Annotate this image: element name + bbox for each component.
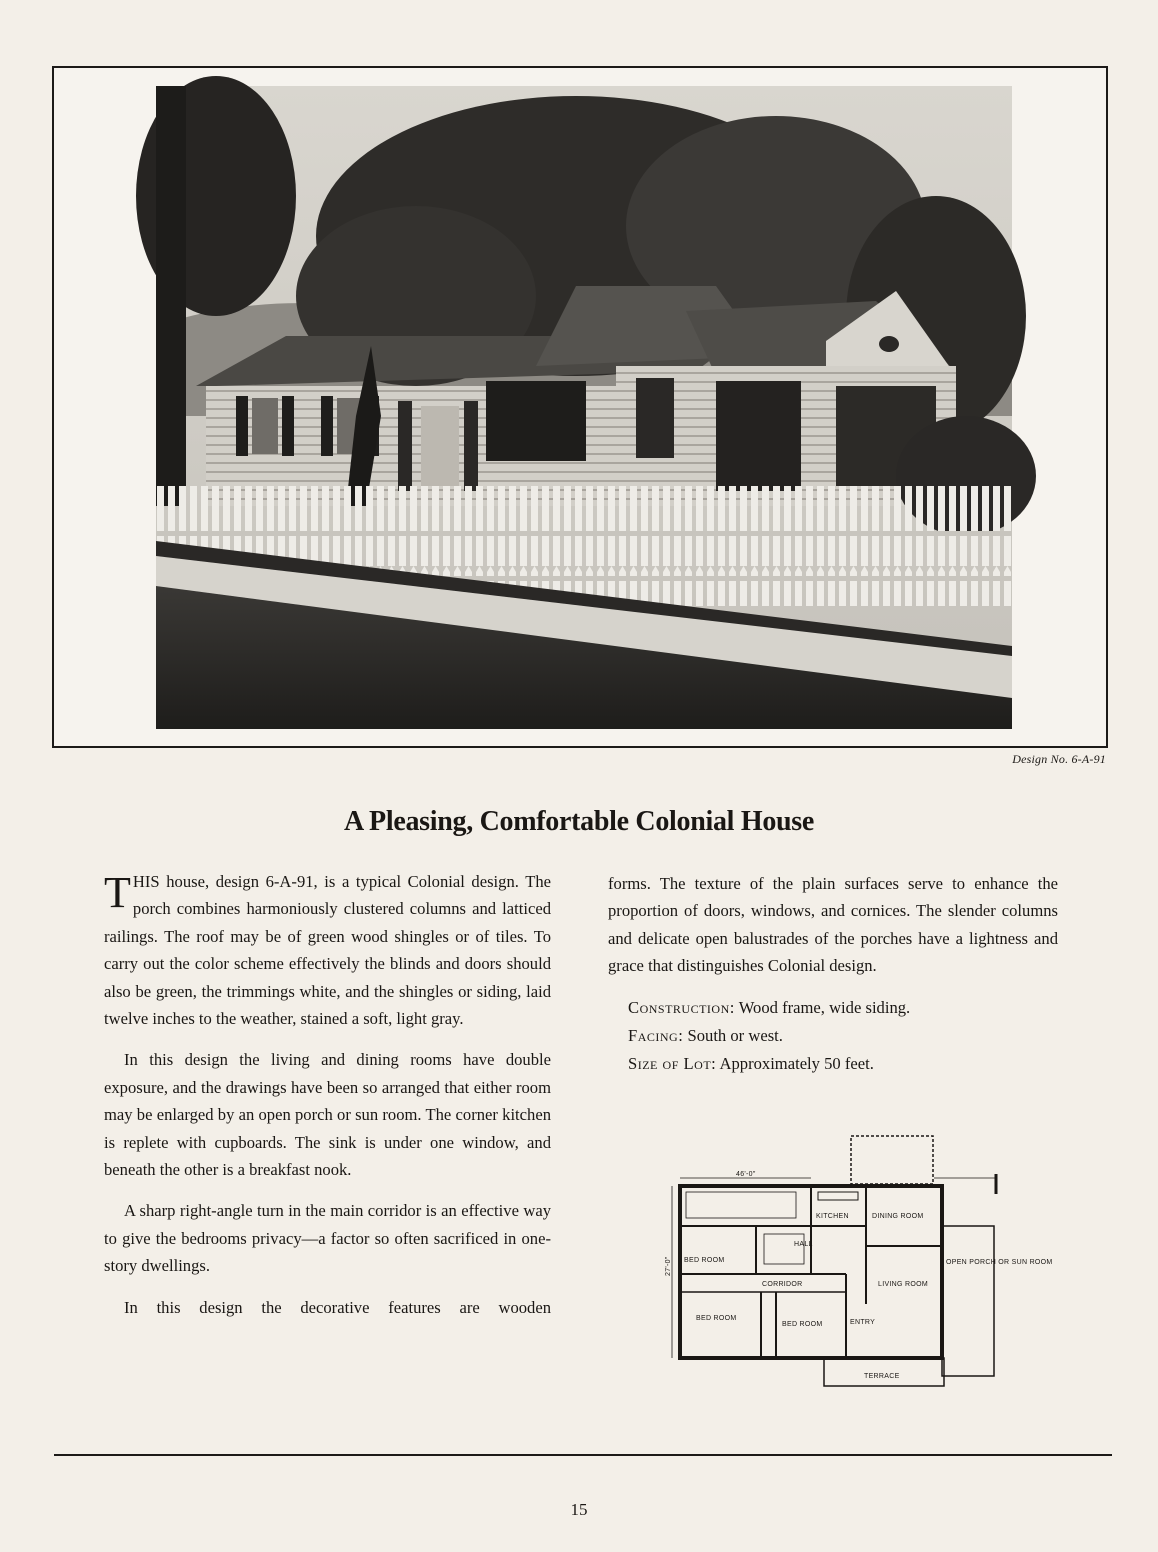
plan-label-entry: ENTRY [850, 1319, 876, 1326]
house-photograph [156, 86, 1012, 729]
spec-lot-size [628, 1050, 1058, 1078]
paragraph-decorative-continued: forms. The texture of the plain surfaces serve to enhance the proportion of doors, windows, and cornices. The slender columns and delicate open balustrades of the porches have a lightness and grace that distinguishes Colonial design. [608, 874, 1058, 976]
spec-key: Construction: [628, 997, 735, 1017]
paragraph-decorative-start: In this design the decorative features are wooden [124, 1297, 551, 1317]
house-photo-illustration [156, 86, 1012, 729]
paragraph-intro-text: HIS house, design 6-A-91, is a typical Colonial design. The porch combines harmoniously clustered columns and latticed railings. The roof may be of green wood shingles or of tiles. To carry out the color scheme effectively the blinds and doors should also be green, the trimmings white, and the shingles or siding, laid twelve inches to the weather, stained a soft, light gray. [104, 872, 551, 1029]
plan-dimension-width: 46'-0" [736, 1171, 756, 1178]
footer-rule [54, 1454, 1112, 1456]
spec-key: Size of Lot: [628, 1053, 717, 1073]
text-column-left [104, 868, 551, 1335]
spec-construction [628, 994, 1058, 1022]
spec-value: South or west. [687, 1025, 783, 1045]
spec-facing [628, 1022, 1058, 1050]
plan-label-kitchen: KITCHEN [816, 1213, 849, 1220]
paragraph-rooms: In this design the living and dining rooms have double exposure, and the drawings have been so arranged that either room may be enlarged by an open porch or sun room. The corner kitchen is replete with cupboards. The sink is under one window, and beneath the other is a breakfast nook. [104, 1050, 551, 1180]
floor-plan-drawing [665, 1134, 1053, 1396]
paragraph-intro [104, 868, 551, 1032]
photo-frame [52, 66, 1108, 748]
plan-label-dining-room: DINING ROOM [872, 1213, 924, 1220]
floor-plan [665, 1134, 1053, 1396]
plan-label-bed-room-3: BED ROOM [782, 1321, 823, 1328]
plan-label-corridor: CORRIDOR [762, 1281, 803, 1288]
plan-label-terrace: TERRACE [864, 1373, 900, 1380]
spec-value: Wood frame, wide siding. [738, 997, 911, 1017]
plan-label-bed-room-1: BED ROOM [684, 1257, 725, 1264]
plan-label-hall: HALL [794, 1241, 813, 1248]
spec-value: Approximately 50 feet. [719, 1053, 874, 1073]
specifications [608, 994, 1058, 1078]
page-number: 15 [570, 1500, 588, 1519]
plan-label-open-porch: OPEN PORCH OR SUN ROOM [946, 1259, 1053, 1266]
text-column-right [608, 870, 1058, 1078]
drop-cap: T [104, 868, 131, 917]
plan-label-living-room: LIVING ROOM [878, 1281, 928, 1288]
paragraph-corridor: A sharp right-angle turn in the main corridor is an effective way to give the bedrooms privacy—a factor so often sacrificed in one-story dwellings. [104, 1201, 551, 1276]
spec-key: Facing: [628, 1025, 684, 1045]
plan-label-bed-room-2: BED ROOM [696, 1315, 737, 1322]
plan-dimension-depth: 27'-0" [665, 1256, 672, 1276]
photo-caption: Design No. 6-A-91 [1012, 752, 1106, 766]
article-title: A Pleasing, Comfortable Colonial House [343, 806, 815, 837]
